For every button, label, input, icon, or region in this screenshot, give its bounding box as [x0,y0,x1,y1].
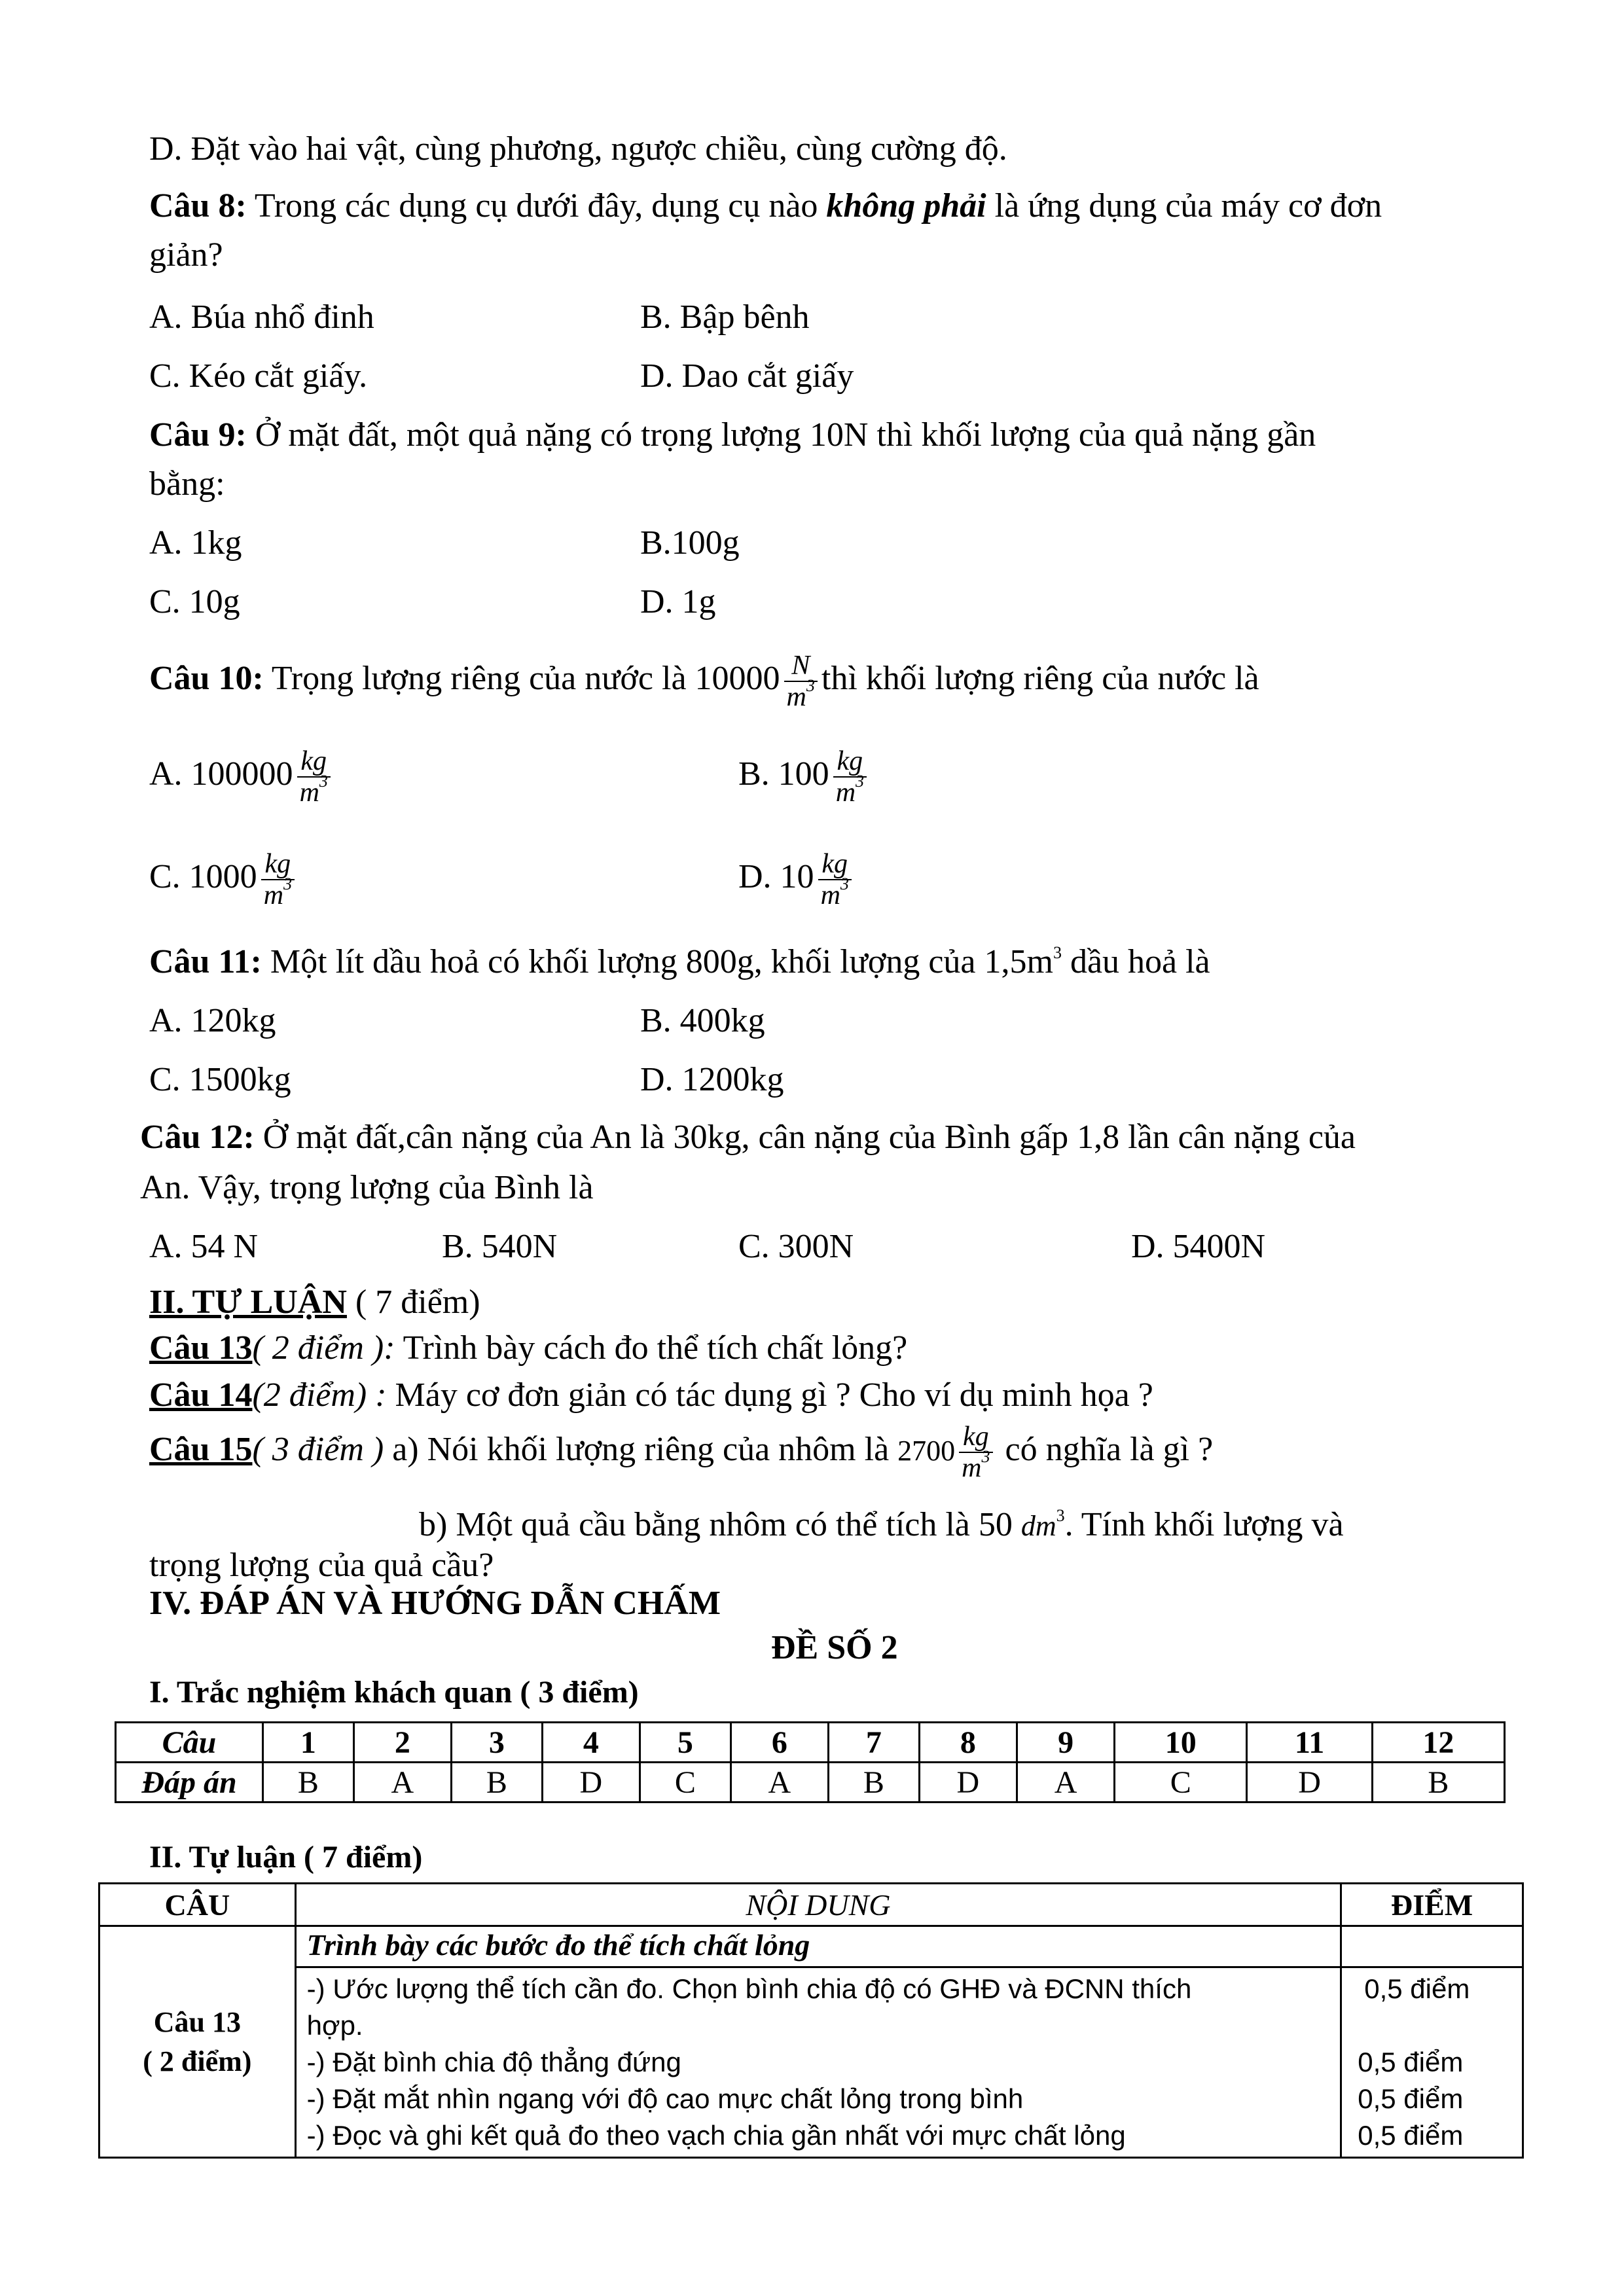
step-1: -) Ước lượng thể tích cần đo. Chọn bình chia độ có GHĐ và ĐCNN thích [306,1973,1192,2004]
part1-heading: I. Trắc nghiệm khách quan ( 3 điểm) [149,1675,639,1710]
essay-q13: Câu 13( 2 điểm ): Trình bày cách đo thể tích chất lỏng? [149,1329,908,1367]
table-cell: B [263,1763,354,1803]
q9-line2: bằng: [149,465,225,503]
table-cell: 12 [1372,1723,1504,1763]
de-so-title: ĐỀ SỐ 2 [771,1629,898,1666]
table-cell: D [1247,1763,1373,1803]
table-cell: D [919,1763,1017,1803]
table-cell: 11 [1247,1723,1373,1763]
table-cell: D [542,1763,640,1803]
table-cell: 2 [353,1723,451,1763]
table-cell: 3 [451,1723,542,1763]
table-cell: 4 [542,1723,640,1763]
table-cell: 10 [1115,1723,1247,1763]
q10-option-d: D. 10 $\frac{kg}{m^3}$ [738,841,856,913]
grading-title: Trình bày các bước đo thể tích chất lỏng [295,1926,1341,1967]
answer-key-row-answers [116,1763,1505,1803]
table-cell: 1 [263,1723,354,1763]
table-cell: B [828,1763,919,1803]
q8-line2: giản? [149,236,223,274]
q11-text-a: Một lít dầu hoả có khối lượng 800g, khối lượng của 1,5m [261,943,1053,980]
step-4: -) Đọc và ghi kết quả đo theo vạch chia gần nhất với mực chất lỏng [306,2120,1126,2151]
step-2-points: 0,5 điểm [1358,2047,1464,2077]
q10-fraction: $\frac{N}{m^3}$ [784,651,818,712]
q8-option-b: B. Bập bênh [640,298,810,336]
essay-q15-b-cont: trọng lượng của quả cầu? [149,1547,494,1584]
table-cell: A [731,1763,828,1803]
q8-line1 [149,187,1382,226]
q12-option-d: D. 5400N [1131,1228,1266,1265]
step-4-points: 0,5 điểm [1358,2120,1464,2151]
table-cell: 9 [1017,1723,1114,1763]
part2-heading: II. Tự luận ( 7 điểm) [149,1840,423,1874]
q8-emphasis: không phải [826,187,986,224]
step-1-points: 0,5 điểm [1364,1973,1470,2004]
kg-per-m3-fraction: $\frac{kg}{m^3}$ [818,849,852,910]
row-label-dap-an: Đáp án [116,1763,263,1803]
answer-key-row-numbers [116,1723,1505,1763]
q11-option-d: D. 1200kg [640,1061,784,1098]
grading-points [1341,1967,1523,2158]
q12-label: Câu 12: [140,1119,255,1156]
q7-option-d: D. Đặt vào hai vật, cùng phương, ngược chiều, cùng cường độ. [149,130,1007,168]
q10-option-c: C. 1000 $\frac{kg}{m^3}$ [149,841,298,913]
q11-label: Câu 11: [149,943,262,980]
q12-text-a: Ở mặt đất,cân nặng của An là 30kg, cân nặng của Bình gấp 1,8 lần cân nặng của [254,1119,1356,1156]
q9-option-c: C. 10g [149,583,240,620]
grading-table [98,1882,1524,2159]
q11-option-c: C. 1500kg [149,1061,291,1098]
q11-text-b: dầu hoả là [1061,943,1210,980]
table-cell: C [1115,1763,1247,1803]
table-cell: A [1017,1763,1114,1803]
q12-option-c: C. 300N [738,1228,854,1265]
q10-line1 [149,643,1259,715]
step-2: -) Đặt bình chia độ thẳng đứng [306,2047,681,2077]
q9-text-a: Ở mặt đất, một quả nặng có trọng lượng 10N thì khối lượng của quả nặng gần [246,416,1316,454]
step-3: -) Đặt mắt nhìn ngang với độ cao mực chất lỏng trong bình [306,2083,1024,2114]
q9-line1 [149,416,1316,455]
answer-key-table [115,1721,1506,1803]
col-header-diem: ĐIỂM [1341,1884,1523,1926]
table-cell: B [1372,1763,1504,1803]
q8-text-b: là ứng dụng của máy cơ đơn [986,187,1382,224]
answers-heading: IV. ĐÁP ÁN VÀ HƯỚNG DẪN CHẤM [149,1585,721,1622]
q10-label: Câu 10: [149,660,264,697]
q11-option-b: B. 400kg [640,1002,765,1039]
kg-per-m3-fraction: $\frac{kg}{m^3}$ [297,746,331,808]
q10-text-a: Trọng lượng riêng của nước là 10000 [263,660,780,697]
kg-per-m3-fraction: $\frac{kg}{m^3}$ [261,849,295,910]
q9-option-b: B.100g [640,524,740,562]
col-header-noi-dung: NỘI DUNG [295,1884,1341,1926]
q8-text-a: Trong các dụng cụ dưới đây, dụng cụ nào [246,187,827,224]
q9-option-d: D. 1g [640,583,716,620]
q12-line1 [140,1118,1356,1157]
table-cell: A [353,1763,451,1803]
grading-steps-row [99,1967,1523,2158]
q11-line1: Câu 11: Một lít dầu hoả có khối lượng 800g, khối lượng của $1,5m^3$ dầu hoả là [149,943,1210,980]
step-3-points: 0,5 điểm [1358,2083,1464,2114]
q10-option-a: A. 100000 $\frac{kg}{m^3}$ [149,738,334,810]
kg-per-m3-fraction: $\frac{kg}{m^3}$ [833,746,867,808]
essay-q14: Câu 14(2 điểm) : Máy cơ đơn giản có tác dụng gì ? Cho ví dụ minh họa ? [149,1376,1153,1414]
table-cell: 8 [919,1723,1017,1763]
essay-q15-b: b) Một quả cầu bằng nhôm có thể tích là 50 $dm^3$. Tính khối lượng và [419,1506,1344,1543]
q8-label: Câu 8: [149,187,247,224]
q10-text-b: thì khối lượng riêng của nước là [821,660,1259,697]
kg-per-m3-fraction: $\frac{kg}{m^3}$ [959,1422,992,1483]
step-1-cont: hợp. [306,2010,363,2041]
q11-option-a: A. 120kg [149,1002,276,1039]
table-cell: B [451,1763,542,1803]
q12-option-b: B. 540N [442,1228,558,1265]
table-cell: 7 [828,1723,919,1763]
q9-label: Câu 9: [149,416,247,454]
col-header-cau: CÂU [99,1884,296,1926]
q12-option-a: A. 54 N [149,1228,259,1265]
grading-title-row [99,1926,1523,1967]
q9-option-a: A. 1kg [149,524,242,562]
q10-option-b: B. 100 $\frac{kg}{m^3}$ [738,738,871,810]
q8-option-c: C. Kéo cắt giấy. [149,357,368,395]
q12-line2: An. Vậy, trọng lượng của Bình là [140,1169,594,1206]
table-cell: 5 [640,1723,731,1763]
essay-heading: II. TỰ LUẬN ( 7 điểm) [149,1283,480,1321]
q8-option-a: A. Búa nhổ đinh [149,298,374,336]
grading-question-cell: Câu 13 ( 2 điểm) [99,1926,296,2158]
table-cell: C [640,1763,731,1803]
q8-option-d: D. Dao cắt giấy [640,357,854,395]
essay-q15-a: Câu 15( 3 điểm ) a) Nói khối lượng riêng của nhôm là 2700 $\frac{kg}{m^3}$ có nghĩa là gì ? [149,1422,1214,1484]
row-label-cau: Câu [116,1723,263,1763]
grading-header-row [99,1884,1523,1926]
table-cell [1341,1926,1523,1967]
table-cell: 6 [731,1723,828,1763]
grading-steps [295,1967,1341,2158]
